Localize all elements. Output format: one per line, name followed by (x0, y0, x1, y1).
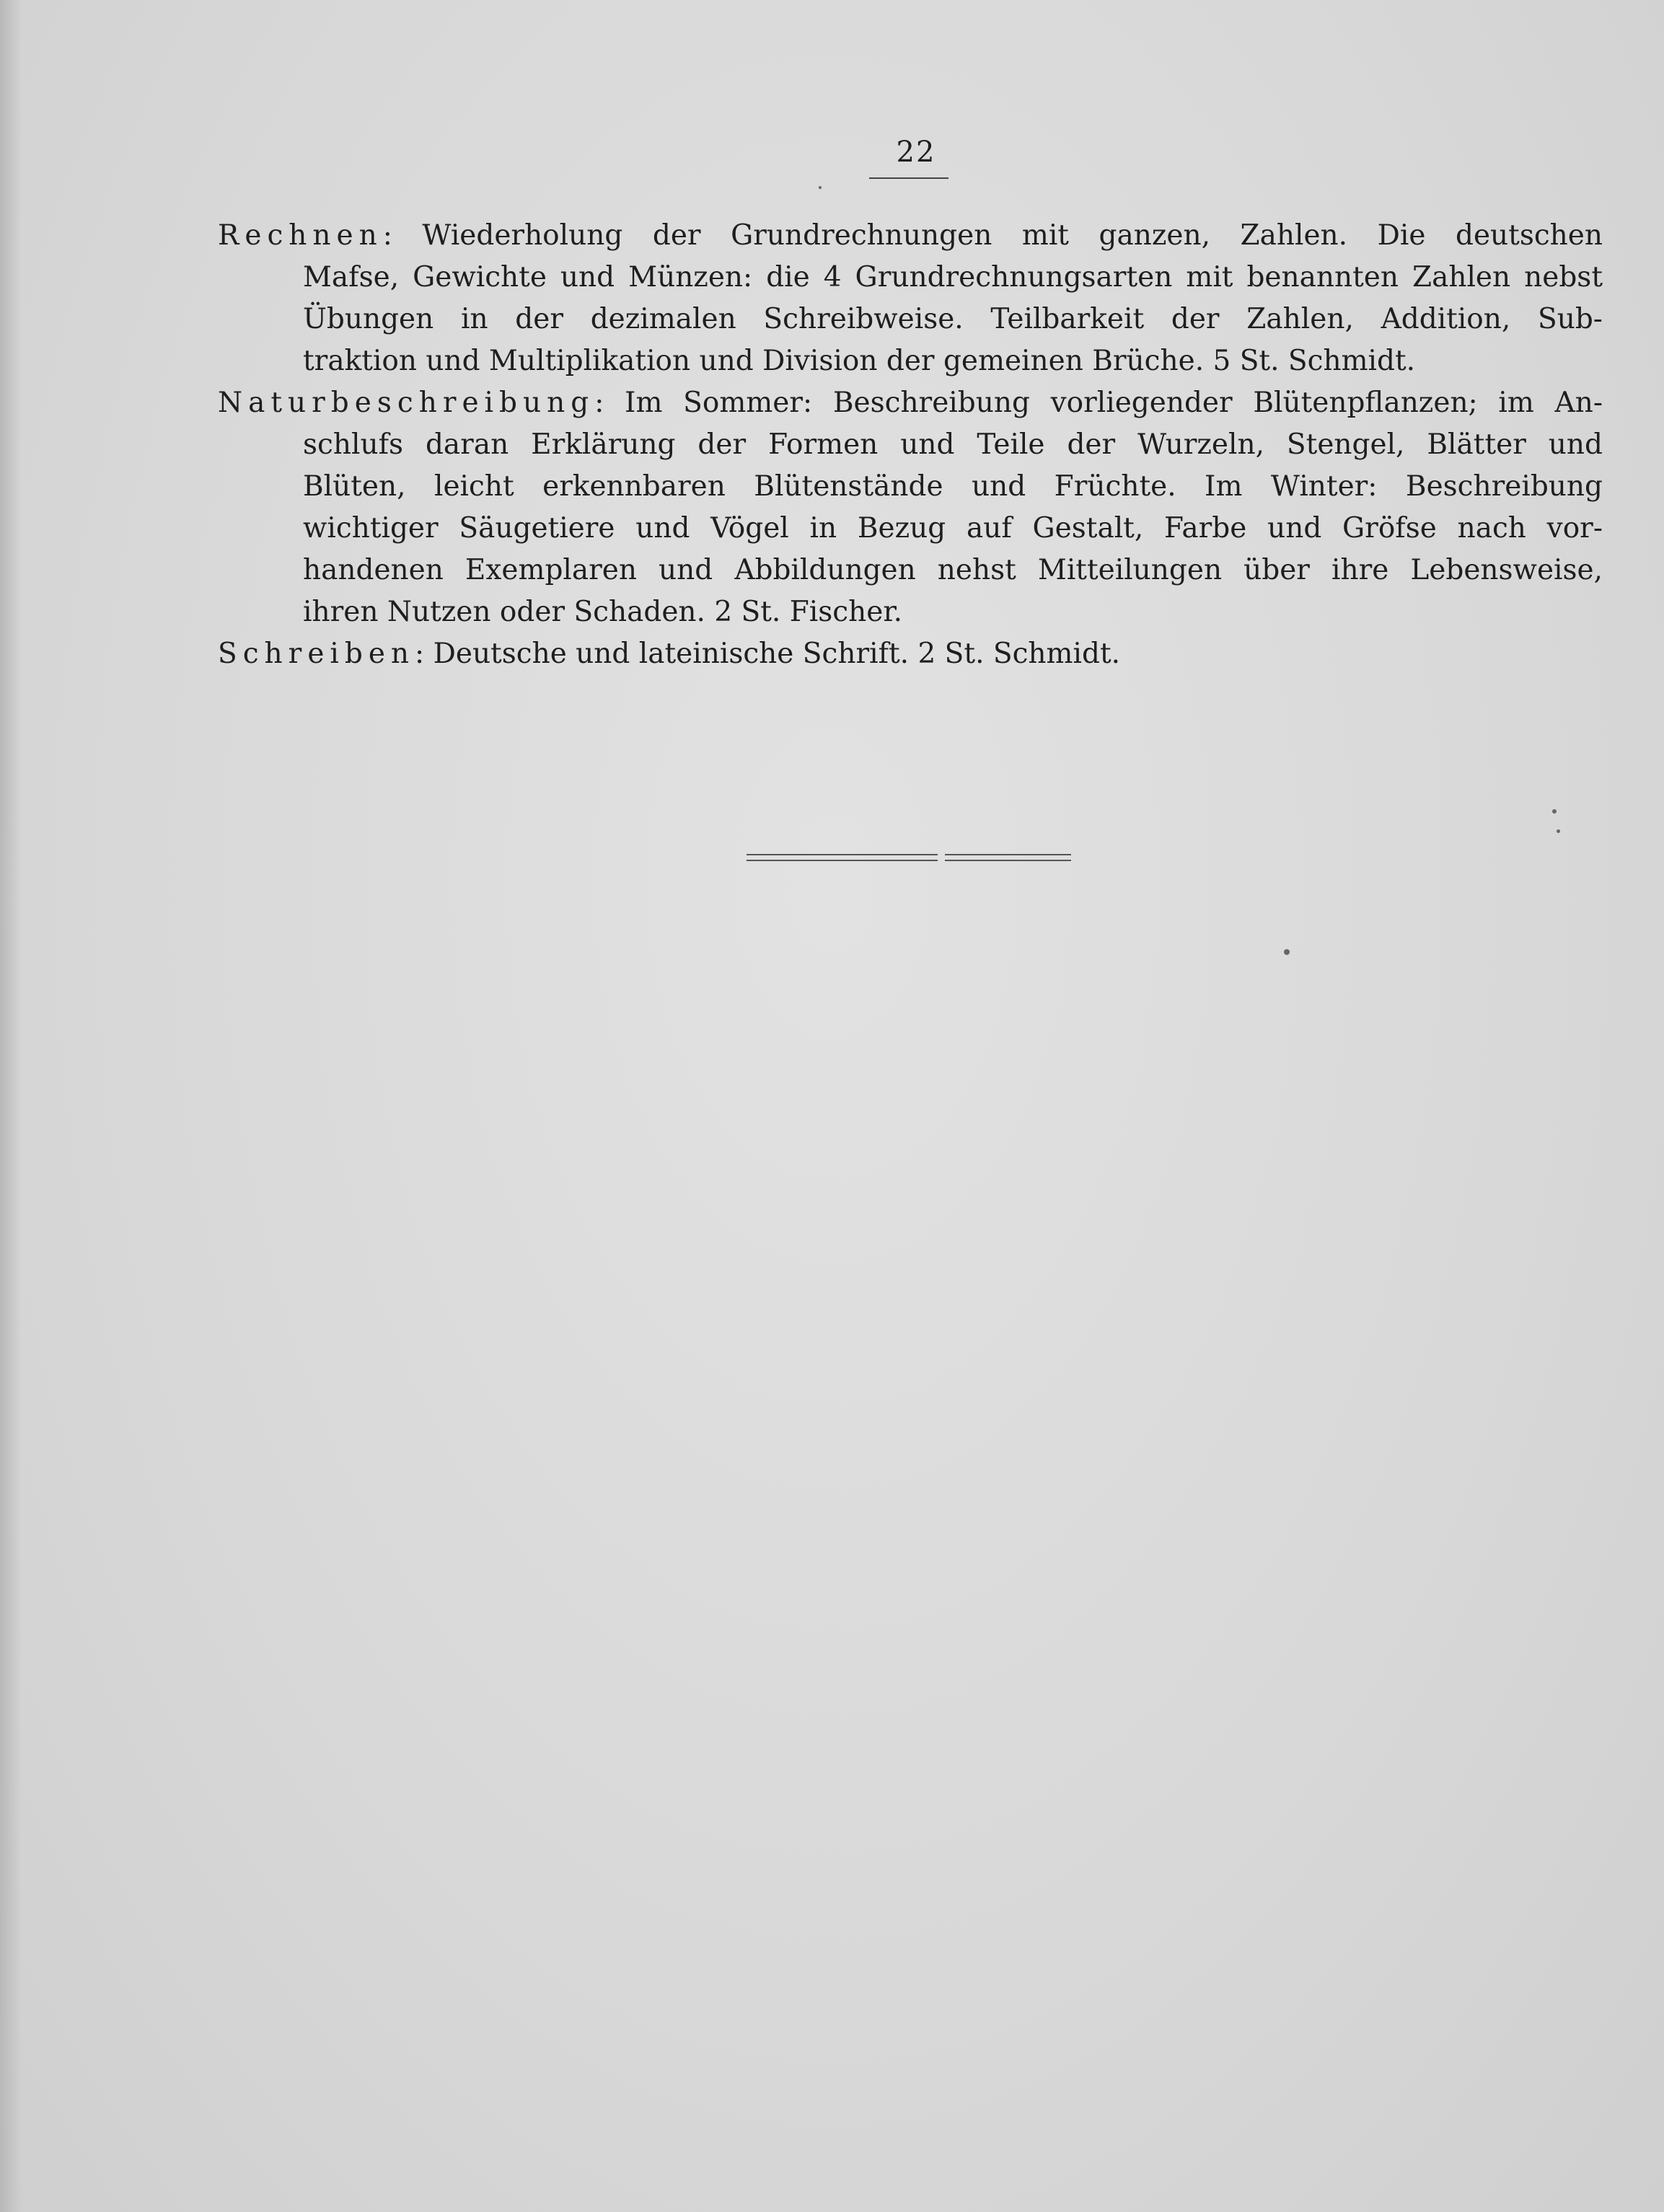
paper-speck (819, 186, 822, 189)
entry-text: Wiederholung der Grundrechnungen mit ganzen, Zahlen. Die deutschen (422, 219, 1603, 252)
page-number-rule (869, 177, 948, 179)
entry-heading-schreiben: Schreiben (218, 638, 415, 670)
page-edge-shadow (0, 0, 22, 2212)
entry-line: Mafse, Gewichte und Münzen: die 4 Grundrechnungsarten mit benannten Zahlen nebst (303, 261, 1603, 294)
entry-line: Schreiben: Deutsche und lateinische Schrift. 2 St. Schmidt. (218, 638, 1121, 670)
paper-speck (1557, 829, 1560, 833)
page-number: 22 (896, 136, 936, 169)
paper-speck (1284, 949, 1290, 955)
entry-line: Naturbeschreibung: Im Sommer: Beschreibung vorliegender Blütenpflanzen; im An- (218, 387, 1603, 419)
paper-speck (1552, 809, 1557, 814)
entry-line: Blüten, leicht erkennbaren Blütenstände und Früchte. Im Winter: Beschreibung (303, 470, 1603, 503)
entry-line: wichtiger Säugetiere und Vögel in Bezug auf Gestalt, Farbe und Gröfse nach vor- (303, 512, 1603, 545)
entry-line: traktion und Multiplikation und Division der gemeinen Brüche. 5 St. Schmidt. (303, 345, 1416, 377)
entry-text: Deutsche und lateinische Schrift. 2 St. Schmidt. (433, 638, 1121, 670)
curriculum-entries (218, 215, 1603, 675)
entry-line: ihren Nutzen oder Schaden. 2 St. Fischer. (303, 596, 903, 628)
entry-line: Übungen in der dezimalen Schreibweise. Teilbarkeit der Zahlen, Addition, Sub- (303, 303, 1603, 335)
entry-line: Rechnen: Wiederholung der Grundrechnungen mit ganzen, Zahlen. Die deutschen (218, 219, 1603, 252)
entry-line: schlufs daran Erklärung der Formen und Teile der Wurzeln, Stengel, Blätter und (303, 428, 1603, 461)
entry-heading-rechnen: Rechnen (218, 219, 383, 252)
entry-line: handenen Exemplaren und Abbildungen nehst Mitteilungen über ihre Lebensweise, (303, 554, 1603, 586)
entry-heading-naturbeschreibung: Naturbeschreibung (218, 387, 595, 419)
entry-text: Im Sommer: Beschreibung vorliegender Blütenpflanzen; im An- (625, 387, 1603, 419)
